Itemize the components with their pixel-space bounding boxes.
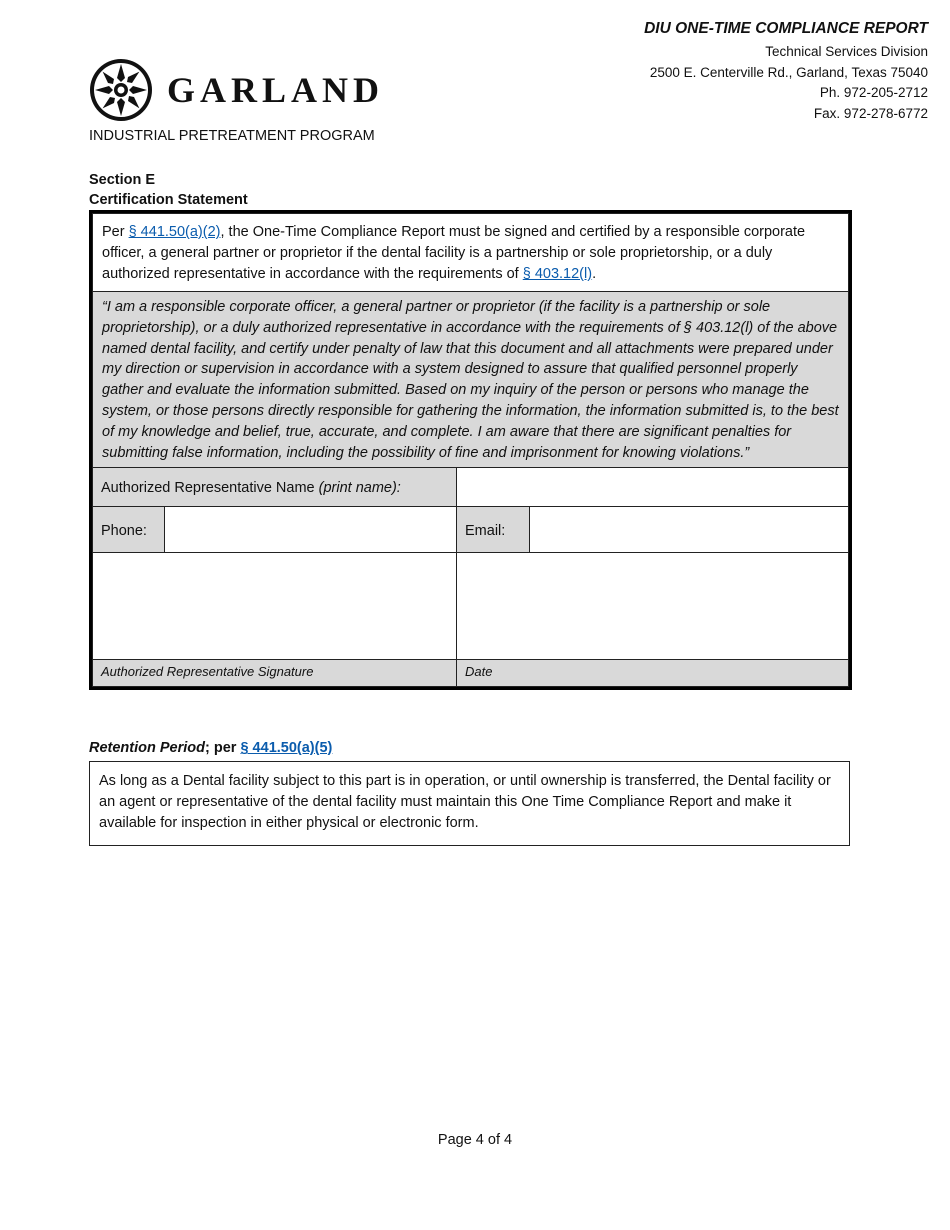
fax-number: Fax. 972-278-6772 (813, 105, 928, 121)
signature-label: Authorized Representative Signature (93, 660, 457, 687)
date-field[interactable] (457, 553, 849, 660)
report-header (644, 20, 928, 124)
name-field[interactable] (457, 468, 849, 507)
retention-text: As long as a Dental facility subject to this part is in operation, or until ownership is transferred, the Dental facility or an agent or representative of the dental facility must maintain this One Time Compliance Report and make it available for inspection in either physical or electronic form. (89, 761, 850, 846)
garland-seal-icon (89, 58, 153, 122)
section-label: Section E (89, 172, 156, 188)
address: 2500 E. Centerville Rd., Garland, Texas 75040 (649, 64, 928, 80)
phone-number: Ph. 972-205-2712 (819, 85, 928, 100)
retention-heading-per: ; per (205, 740, 241, 756)
section-title: Certification Statement (89, 192, 248, 208)
intro-middle: , the One-Time Compliance Report must be signed and certified by a responsible corporate officer, a general partner or proprietor if the dental facility is a partnership or sole proprietorship, or a duly authorized representative in accordance with the requirements of (102, 224, 806, 282)
logo-wordmark: GARLAND (167, 70, 385, 110)
cfr-441-50-a-2-link[interactable]: § 441.50(a)(2) (128, 224, 221, 240)
section-heading (89, 170, 248, 210)
date-label: Date (457, 660, 849, 687)
name-label-hint: (print name): (318, 480, 401, 497)
intro-suffix: . (592, 266, 597, 282)
garland-logo (89, 58, 384, 122)
phone-label: Phone: (93, 507, 165, 553)
certification-box (89, 210, 852, 690)
division: Technical Services Division (765, 44, 928, 59)
intro-prefix: Per (102, 224, 129, 240)
certification-intro (93, 214, 849, 292)
retention-heading (89, 740, 332, 756)
email-field[interactable] (530, 507, 849, 553)
name-label: Authorized Representative Name (101, 480, 319, 497)
certification-statement: “I am a responsible corporate officer, a general partner or proprietor (if the facility is a partnership or sole proprietorship), or a duly authorized representative in accordance with the requirements of § 403.12(l) of the above named dental facility, and certify under penalty of law that this document and all attachments were prepared under my direction or supervision in accordance with a system designed to assure that qualified personnel properly gather and evaluate the information submitted. Based on my inquiry of the person or persons who manage the system, or those persons directly responsible for gathering the information, the information submitted is, to the best of my knowledge and belief, true, accurate, and complete. I am aware that there are significant penalties for submitting false information, including the possibility of fine and imprisonment for knowing violations.” (93, 292, 849, 468)
signature-field[interactable] (93, 553, 457, 660)
program-name: INDUSTRIAL PRETREATMENT PROGRAM (89, 128, 375, 144)
report-title: DIU ONE-TIME COMPLIANCE REPORT (644, 20, 928, 37)
page-number: Page 4 of 4 (437, 1132, 513, 1148)
email-label: Email: (457, 507, 530, 553)
cfr-441-50-a-5-link[interactable]: § 441.50(a)(5) (240, 740, 333, 756)
cfr-403-12-l-link[interactable]: § 403.12(l) (522, 266, 593, 282)
phone-field[interactable] (165, 507, 457, 553)
name-label-cell (93, 468, 457, 507)
retention-heading-italic: Retention Period (89, 740, 206, 756)
